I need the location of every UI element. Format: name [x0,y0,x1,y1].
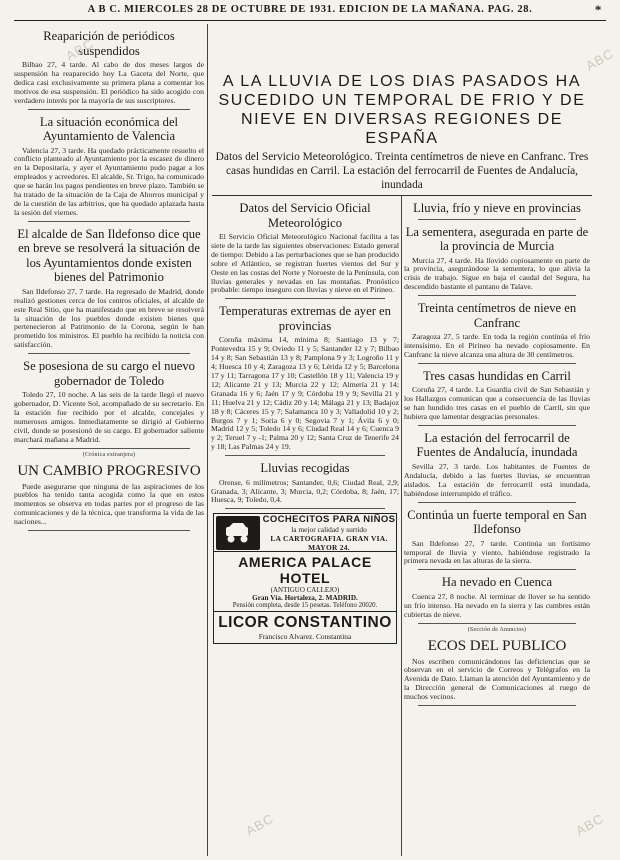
asterisk-mark: * [594,2,602,17]
article-body: Coruña 27, 4 tarde. La Guardia civil de San Sebastián y los Hallazgos comunican que a consecuencia de las lluvias se han hundido tres casas en el pueblo de Carril, sin que hubiera que lamentar desgracias personales. [404,385,590,422]
article [211,201,399,295]
column-rule-2 [401,196,402,856]
article-body: Coruña máxima 14, mínima 8; Santiago 13 y 7; Pontevedra 15 y 9; Oviedo 11 y 5; Santander 12 y 7; Bilbao 14 y 8; San Sebastián 13 y 8; Pamplona 9 y 3; Logroño 11 y 4; Huesca 10 y 4; Zaragoza 13 y 6; Lérida 12 y 5; Barcelona 17 y 11; Tarragona 17 y 10; Castellón 18 y 11; Valencia 19 y 12; Alicante 21 y 13; Murcia 22 y 12; Almería 21 y 14; Granada 16 y 6; Jaén 17 y 9; Córdoba 19 y 9; Sevilla 21 y 11; Huelva 21 y 12; Cádiz 20 y 14; Málaga 21 y 13; Badajoz 18 y 8; Cáceres 15 y 7; Salamanca 10 y 3; Valladolid 10 y 2; Burgos 7 y 1; Soria 6 y 0; Segovia 7 y 1; Ávila 6 y 0; Madrid 12 y 5; Toledo 14 y 6; Ciudad Real 14 y 6; Cuenca 9 y 2; Teruel 7 y -1; Palma 20 y 12; Santa Cruz de Tenerife 24 y 18; Las Palmas 24 y 19. [211,335,399,452]
article-body: El Servicio Oficial Meteorológico Nacional facilita a las siete de la tarde las siguientes observaciones: Estado general de tiempo: Debido a las perturbaciones que se han producido sobre el Atlántico, se registran fuertes vientos del Sur y Oeste en las costas del Norte y Noroeste de la Península, con lluvias generales y nevadas en las montañas. Pronóstico probable: tiempo inseguro con lluvias y nieve en el Pirineo. [211,232,399,295]
article [404,201,590,216]
column-rule-1 [207,24,208,856]
article-headline: La situación económica del Ayuntamiento de Valencia [39,114,179,144]
article-headline: El alcalde de San Ildefonso dice que en breve se resolverá la situación de los Ayuntamientos donde existen bienes del Patrimonio [17,226,201,285]
top-rule [14,20,606,21]
article-headline: Temperaturas extremas de ayer en provincias [219,304,391,333]
article [14,115,204,218]
article-body: Orense, 6 milímetros; Santander, 0,6; Ciudad Real, 2,9; Granada, 3; Alicante, 3; Murcia, 0,2; Córdoba, 8; Jaén, 17; Huesca, 9; Toledo, 0,4. [211,477,399,505]
article-body: Valencia 27, 3 tarde. Ha quedado prácticamente resuelto el conflicto planteado al Ayuntamiento por la escasez de dinero en la Depositaría, y ayer el Ayuntamiento pudo pagar a los empleados y acreedores. El alcalde, Sr. Trigo, ha comunicado que se harán los pagos pendientes en breve plazo. También se ha tratado de la situación de la Caja de Ahorros municipal y de la cuestión de las arbitrios, que ha quedado aplazada hasta la sesión del viernes. [14,145,204,217]
article-divider [225,298,385,299]
article-divider [28,530,190,531]
article [14,463,204,528]
article-headline: ECOS DEL PUBLICO [427,637,567,654]
watermark-stamp: ABC [583,45,617,74]
article-body: Murcia 27, 4 tarde. Ha llovido copiosamente en parte de la provincia, asegurándose la sementera, lo que alivia la crisis de trabajo. Sigue en baja el caudal del Segura, ha descendido bastante el pantano de Talave. [404,255,590,292]
left-column [14,24,204,856]
article-divider [418,425,576,426]
ad-licor [214,612,396,643]
article-headline: Continúa un fuerte temporal en San Ildefonso [407,507,587,537]
article [14,359,204,444]
article-body: Zaragoza 27, 5 tarde. En toda la región continúa el frío intensísimo. En el Pirineo ha nevado copiosamente. En Canfranc la nieve alcanza una altura de 30 centímetros. [404,332,590,359]
article-body: Toledo 27, 10 noche. A las seis de la tarde llegó el nuevo gobernador, D. Vicente Sol, acompañado de su secretario. En la estación fue recibido por el alcalde, concejales y numerosos amigos. Inmediatamente se dirigió al Gobierno civil, donde se posesionó de su cargo. El gobernador saliente marchará mañana a Madrid. [14,390,204,444]
article [211,461,399,505]
banner-deck: Datos del Servicio Meteorológico. Treinta centímetros de nieve en Canfranc. Tres casas hundidas en Carril. La estación del ferrocarril de Fuentes de Andalucía, inundada [215,151,589,191]
car-icon [216,516,260,550]
article-headline: La estación del ferrocarril de Fuentes de Andalucía, inundada [416,430,578,460]
article [211,304,399,452]
article-headline: Datos del Servicio Oficial Meteorológico [239,201,371,230]
article [404,225,590,293]
article-body: San Ildefonso 27, 7 tarde. Continúa un fortísimo temporal de lluvia y viento, habiéndose registrado la primera nevada en las alturas de la sierra. [404,538,590,566]
watermark-stamp: ABC [573,810,607,839]
article-divider [418,219,576,220]
article-body: San Ildefonso 27, 7 tarde. Ha regresado de Madrid, donde realizó gestiones cerca de los centros oficiales, el alcalde de este Real Sitio, que ha manifestado que en breve se resolverá la situación de los pueblos donde existen bienes que pertenecieron al Patrimonio de la Corona, según le han prometido los ministros. El pueblo ha recibido la noticia con satisfacción. [14,286,204,350]
ad-hotel-sub: (ANTIGUO CALLEJO) [270,586,340,595]
article-headline: Treinta centímetros de nieve en Canfranc [417,301,577,330]
ad-hotel-address: Gran Vía. Hortaleza, 2. MADRID. [252,594,358,603]
banner-headline: A LA LLUVIA DE LOS DIAS PASADOS HA SUCEDIDO UN TEMPORAL DE FRIO Y DE NIEVE EN DIVERSAS REGIONES DE ESPAÑA [218,73,586,147]
article-headline: Ha nevado en Cuenca [441,575,553,590]
article [404,301,590,360]
running-head-text: A B C. MIERCOLES 28 DE OCTUBRE DE 1931. EDICION DE LA MAÑANA. PAG. 28. [87,4,533,15]
article-divider [418,295,576,296]
article-divider [418,502,576,503]
article-divider [28,448,190,449]
article [14,29,204,106]
advertisement-block [213,513,397,644]
middle-articles [211,201,399,509]
article [404,638,590,703]
article-body: Nos escriben comunicándonos las deficiencias que se observan en el servicio de Correos y Telégrafos en la Avenida de Dato. Llaman la atención del Ayuntamiento y de la Dirección general de Comunicaciones al ruego de muchos vecinos. [404,656,590,702]
article-divider [418,705,576,706]
article-divider [225,508,385,509]
article-headline: UN CAMBIO PROGRESIVO [17,462,201,479]
article-headline: Lluvias recogidas [260,461,350,476]
article-headline: La sementera, asegurada en parte de la provincia de Murcia [405,224,589,253]
article-body: Puede asegurarse que ninguna de las aspiraciones de los pueblos ha tenido tanta acogida como la que en estos momentos se observa en todas partes por el progreso de las comunicaciones y de la técnica, que transforma la vida de las naciones... [14,481,204,527]
article-divider [418,363,576,364]
ad-coches-line1: la mejor calidad y surtido [291,524,367,534]
ornament-separator: (Crónica extranjera) [82,451,136,458]
article [404,508,590,567]
article-divider [28,353,190,354]
right-column [404,196,590,856]
ad-licor-maker: Francisco Alvarez. Constantina [258,632,352,642]
article-headline: Lluvia, frío y nieve en provincias [413,201,581,215]
article [404,369,590,422]
article-body: Sevilla 27, 3 tarde. Los habitantes de Fuentes de Andalucía, debido a las fuertes lluvias, se encuentran aislados. La estación de ferrocarril está inundada, habiéndose interrumpido el tráfico. [404,461,590,498]
ad-hotel [214,552,396,612]
article [404,431,590,499]
ad-coches-title: COCHECITOS PARA NIÑOS [262,513,396,525]
article [14,227,204,350]
ad-coches-line2: LA CARTOGRAFIA. GRAN VIA. MAYOR 24. [270,533,388,552]
running-head [14,4,606,20]
article-headline: Reaparición de periódicos suspendidos [43,29,175,58]
article-body: Cuenca 27, 8 noche. Al terminar de llover se ha sentido un frío intenso. Ha nevado en la sierra y las cumbres están cubiertas de nieve. [404,591,590,619]
ornament-separator: (Sección de Anuncios) [467,626,527,633]
ad-licor-name: LICOR CONSTANTINO [218,614,392,632]
article-body: Bilbao 27, 4 tarde. Al cabo de dos meses largos de suspensión ha reaparecido hoy La Gaceta del Norte, que dedica casi exclusivamente su primera plana a comentar los motivos de esa suspensión. El periódico ha sido acogido con verdadero interés por la mayoría de sus suscriptores. [14,60,204,105]
middle-column [211,196,399,856]
ad-cochecitos [214,514,396,552]
ad-hotel-name: AMERICA PALACE HOTEL [238,554,372,587]
watermark-stamp: ABC [243,810,277,839]
watermark-stamp: ABC [63,35,97,64]
article-divider [28,109,190,110]
article-headline: Se posesiona de su cargo el nuevo gobernador de Toledo [23,359,195,388]
article [404,575,590,619]
article-divider [418,569,576,570]
article-divider [225,455,385,456]
article-headline: Tres casas hundidas en Carril [423,368,571,383]
article-divider [28,221,190,222]
article-divider [418,623,576,624]
ad-hotel-extra: Pensión completa, desde 15 pesetas. Teléfono 20020. [232,602,378,610]
